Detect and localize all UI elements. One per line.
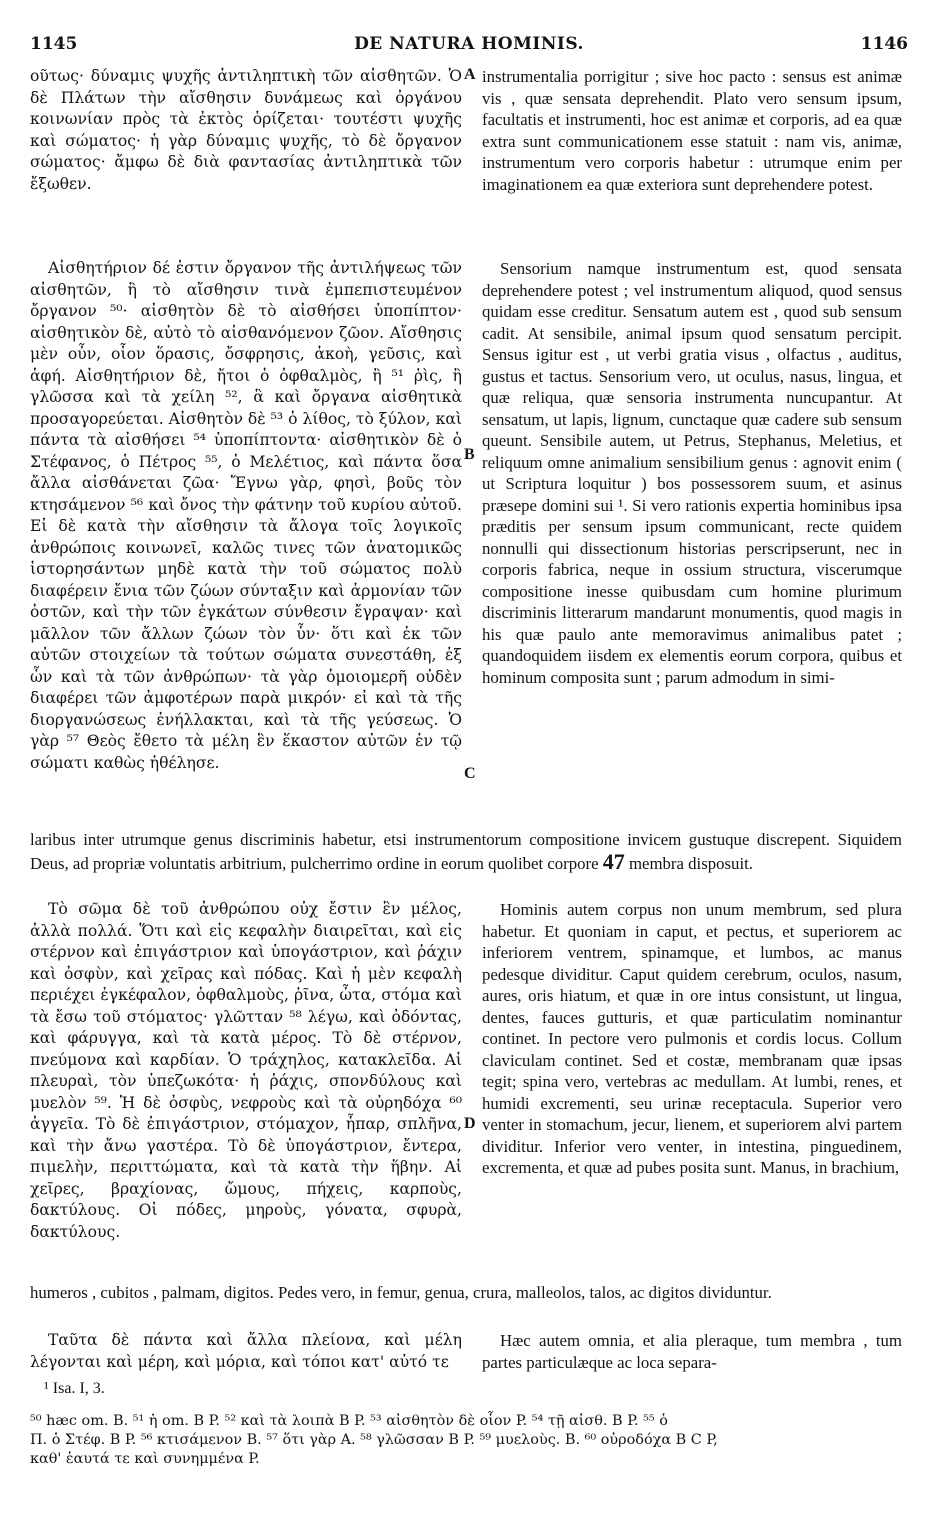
greek-paragraph-2 (30, 258, 462, 774)
scripture-reference: ¹ Isa. I, 3. (44, 1380, 105, 1397)
footnote-line: Π. ὁ Στέφ. B P. ⁵⁶ κτισάμενον B. ⁵⁷ ὅτι γὰρ A. ⁵⁸ γλῶσσαν B P. ⁵⁹ μυελοὺς. B. ⁶⁰ οὐροδόχα B C P, (30, 1432, 718, 1448)
full-width-latin-2 (30, 1282, 902, 1304)
margin-letter-b: B (464, 446, 475, 463)
latin-text: Sensorium namque instrumentum est, quod sensata deprehendere potest ; vel instrumentum aliquod, quod sensus quidam esse creditur. Sensatum autem est , quod sub sensum cadit. At sensibile, animal ipsum quod sensatum percipit. Sensus igitur est , ut verbi gratia visus , olfactus , auditus, gustus et tactus. Sensorium vero, ut oculus, nasus, lingua, et quæ reliqua, quæ sensoria instrumenta nuncupantur. At sensatum, ut lapis, lignum, cunctaque quæ cadere sub sensum queunt. Sensibile autem, ut Petrus, Stephanus, Meletius, et reliquum omne animalium sensibilium genus : agnovit enim ( ut Scriptura loquitur ) bos possessorem suum, et asinus præsepe domini sui ¹. Si vero rationis expertia hominibus ipsa præditis per sensum ipsum communicant, recte quidem nonnulli qui dissectionum historias perscripserunt, nec in corporis fabrica, neque in ossium structura, viscerumque compositione inesse quibusdam cum homine plurimum discriminis litterarum mandarunt monumentis, quod magis in his quæ paulo ante memoravimus animalibus patet ; quandoquidem iisdem ex elementis eorum corpora, quibus et hominum composita sunt ; parum admodum in simi- (482, 259, 902, 687)
latin-text: instrumentalia porrigitur ; sive hoc pacto : sensus est animæ vis , quæ sensata deprehendit. Plato vero sensum ipsum, facultatis et instrumenti, hoc est animæ et corporis, ad ea quæ extra sunt communicationem esse statuit : nam vis, animæ, instrumentum vero corporis habetur : utrumque enim per imaginationem ea quæ exteriora sunt deprehendere potest. (482, 67, 902, 194)
running-title: DE NATURA HOMINIS. (354, 34, 584, 54)
latin-text: membra disposuit. (628, 853, 753, 873)
latin-paragraph-1 (482, 66, 902, 195)
greek-text: Τὸ σῶμα δὲ τοῦ ἀνθρώπου οὐχ ἔστιν ἓν μέλος, ἀλλὰ πολλά. Ὅτι καὶ εἰς κεφαλὴν διαιρεῖται, καὶ εἰς στέρνον καὶ ἐπιγάστριον καὶ ὑπογάστριον, καὶ ῥάχιν καὶ ὀσφὺν, καὶ χεῖρας καὶ πόδας. Καὶ ἡ μὲν κεφαλὴ περιέχει ἐγκέφαλον, ὀφθαλμοὺς, ῥῖνα, ὦτα, στόμα καὶ τὰ ἔσω τοῦ στόματος· γλῶτταν ⁵⁸ λέγω, καὶ ὀδόντας, καὶ φάρυγγα, καὶ τὰ κατὰ μέρος. Τὸ δὲ στέρνον, πνεύμονα καὶ καρδίαν. Ὁ τράχηλος, κατακλεῖδα. Αἱ πλευραὶ, τὸν ὑπεζωκότα· ἡ ῥάχις, σπονδύλους καὶ μυελὸν ⁵⁹. Ἡ δὲ ὀσφὺς, νεφροὺς καὶ τὰ οὐρηδόχα ⁶⁰ ἀγγεῖα. Τὸ δὲ ἐπιγάστριον, στόμαχον, ἧπαρ, σπλῆνα, καὶ τὴν ἄνω γαστέρα. Τὸ δὲ ὑπογάστριον, ἔντερα, πιμελὴν, περιττώματα, καὶ τὰ κατὰ τὴν ἥβην. Αἱ χεῖρες, βραχίονας, ὤμους, πήχεις, καρποὺς, δακτύλους. Οἱ πόδες, μηροὺς, γόνατα, σφυρὰ, δακτύλους. (30, 900, 462, 1241)
footnote-line: καθ' ἑαυτά τε καὶ συνημμένα P. (30, 1451, 260, 1467)
margin-letter-c: C (464, 765, 476, 782)
latin-paragraph-2 (482, 258, 902, 688)
latin-text: Hominis autem corpus non unum membrum, sed plura habetur. Et quoniam in caput, et pectus, et superiorem ac inferiorem ventrem, spinamque, et lumbos, ac manus pedesque dividitur. Caput quidem cerebrum, oculos, nasum, aures, oris hiatum, et quæ in ore intus consistunt, ut lingua, dentes, fauces gutturis, et quæ particulatim nominantur continet. In pectore vero pulmonis et cordis locus. Collum claviculam continet. Sed et costæ, membranam quæ ipsas tegit; spina vero, vertebras ac medullam. At lumbi, renes, et humidi excrementi, seu urinæ receptacula. Superior vero venter in stomachum, jecur, lienem, et superiorem alvi partem dividitur. Inferior vero venter, in intestina, pinguedinem, excrementa, et quæ ad pubes posita sunt. Manus, in brachium, (482, 900, 902, 1177)
margin-letter-d: D (464, 1115, 476, 1132)
page-number-right: 1146 (860, 34, 908, 54)
footnote-line: ⁵⁰ hæc om. B. ⁵¹ ἡ om. B P. ⁵² καὶ τὰ λοιπὰ B P. ⁵³ αἰσθητὸν δὲ οἷον P. ⁵⁴ τῇ αἰσθ. B P. ⁵⁵ ὁ (30, 1413, 668, 1429)
running-header (30, 34, 908, 58)
latin-paragraph-4 (482, 1330, 902, 1373)
greek-paragraph-1 (30, 66, 462, 195)
full-width-latin-1 (30, 829, 902, 874)
latin-text: Hæc autem omnia, et alia pleraque, tum membra , tum partes particulæque ac loca separa- (482, 1331, 902, 1372)
page-number-left: 1145 (30, 34, 78, 54)
latin-text: laribus inter utrumque genus discriminis habetur, etsi instrumentorum compositione invicem gustuque discrepent. Siquidem Deus, ad propriæ voluntatis arbitrium, pulcherrimo ordine in eorum quolibet corpore (30, 830, 902, 873)
greek-paragraph-3 (30, 899, 462, 1243)
greek-text: οῦτως· δύναμις ψυχῆς ἀντιληπτικὴ τῶν αἰσθητῶν. Ὁ δὲ Πλάτων τὴν αἴσθησιν δυνάμεως καὶ ὀργάνου κοινωνίαν πρὸς τὰ ἐκτὸς ὁρίζεται· τουτέστι ψυχῆς καὶ σώματος· ἡ γὰρ δύναμις ψυχῆς, τὸ δὲ ὄργανον σώματος· ἄμφω δὲ διὰ φαντασίας ἀντιληπτικὰ τῶν ἔξωθεν. (30, 67, 462, 193)
greek-text: Ταῦτα δὲ πάντα καὶ ἄλλα πλείονα, καὶ μέλη λέγονται καὶ μέρη, καὶ μόρια, καὶ τόποι κατ' αὐτό τε (30, 1331, 462, 1371)
margin-letter-a: A (464, 66, 476, 83)
footnotes (30, 1412, 902, 1469)
greek-text: Αἰσθητήριον δέ ἐστιν ὄργανον τῆς ἀντιλήψεως τῶν αἰσθητῶν, ἢ τὸ αἴσθησιν τινὰ ἐμπεπιστευμένον ὄργανον ⁵⁰· αἰσθητὸν δὲ τὸ αἰσθήσει ὑποπίπτον· αἰσθητικὸν δὲ, αὐτὸ τὸ αἰσθανόμενον ζῶον. Αἴσθησις μὲν οὖν, οἷον ὅρασις, ὄσφρησις, ἀκοὴ, γεῦσις, καὶ ἁφή. Αἰσθητήριον δὲ, ἤτοι ὁ ὀφθαλμὸς, ἢ ⁵¹ ῥὶς, ἢ γλῶσσα καὶ τὰ χείλη ⁵², ἃ καὶ ὄργανα αἰσθητικὰ προσαγορεύεται. Αἰσθητὸν δὲ ⁵³ ὁ λίθος, τὸ ξύλον, καὶ πάντα τὰ αἰσθήσει ⁵⁴ ὑποπίπτοντα· αἰσθητικὸν δὲ ὁ Στέφανος, ὁ Πέτρος ⁵⁵, ὁ Μελέτιος, καὶ πάντα ὅσα ἄλλα αἰσθάνεται ζῶα· Ἔγνω γὰρ, φησὶ, βοῦς τὸν κτησάμενον ⁵⁶ καὶ ὄνος τὴν φάτνην τοῦ κυρίου αὐτοῦ. Εἰ δὲ κατὰ τὴν αἴσθησιν τὰ ἄλογα τοῖς λογικοῖς ἀνθρώποις κοινωνεῖ, καλῶς τινες τῶν ἀνατομικῶς ἱστορησάντων μηδὲ κατὰ τὴν τοῦ σώματος πολὺ διαφέρειν ἔνια τῶν ζώων σύνταξιν καὶ ἁρμονίαν τῶν ὀστῶν, καὶ τὴν τῶν ἐγκάτων σύνθεσιν ἔγραψαν· καὶ μᾶλλον τῶν ἄλλων ζώων τὸν ὗν· ὅτι καὶ ἐκ τῶν αὐτῶν στοιχείων τὰ τούτων σώματα συνεστάθη, ἐξ ὧν καὶ τὰ τῶν ἀνθρώπων· τὰ γὰρ ὁμοιομερῆ οὐδὲν διαφέρει τῶν ἀμφοτέρων παρὰ μικρόν· εἰ καὶ τὰ τῆς διοργανώσεως ἐνήλλακται, καὶ τὰ τῆς γεύσεως. Ὁ γὰρ ⁵⁷ Θεὸς ἔθετο τὰ μέλη ἓν ἕκαστον αὐτῶν ἐν τῷ σώματι καθὼς ἠθέλησε. (30, 259, 462, 772)
greek-paragraph-4 (30, 1330, 462, 1373)
column-number: 47 (602, 848, 625, 874)
latin-paragraph-3 (482, 899, 902, 1179)
latin-text: humeros , cubitos , palmam, digitos. Pedes vero, in femur, genua, crura, malleolos, talos, ac digitos dividuntur. (30, 1283, 772, 1302)
